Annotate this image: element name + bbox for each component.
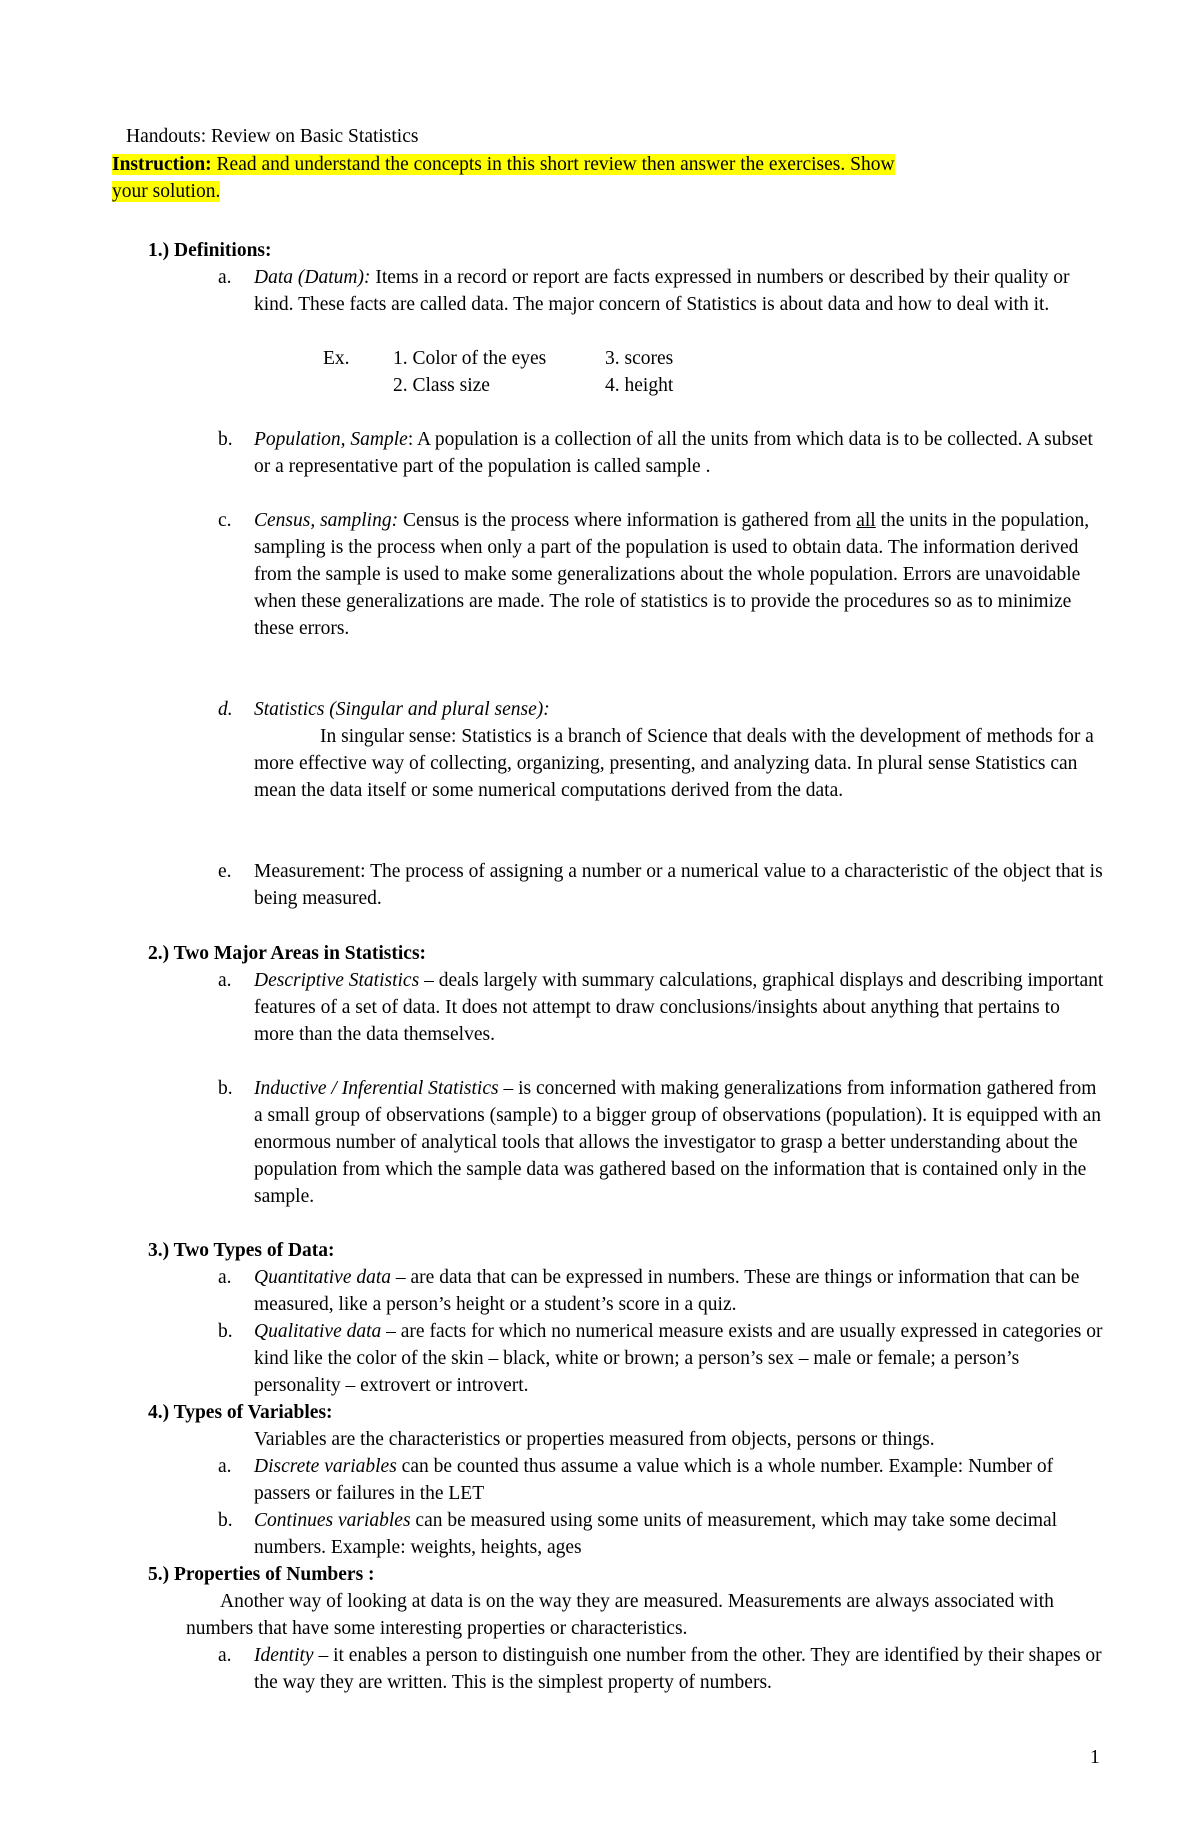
definition-statistics: In singular sense: Statistics is a branch of Science that deals with the development of methods for a more effective way of collecting, organizing, presenting, and analyzing data. In plural sense Statistics can mean the data itself or some numerical computations derived from the data. [254, 726, 1094, 801]
item-label: a. [218, 970, 232, 991]
item-label: a. [218, 1267, 232, 1288]
term: Continues variables [254, 1510, 411, 1531]
item-label: a. [218, 1645, 232, 1666]
item-label: b. [218, 429, 233, 450]
data-quantitative: Quantitative data – are data that can be expressed in numbers. These are things or information that can be measured, like a person’s height or a student’s score in a quiz. [254, 1267, 1080, 1315]
properties-intro: Another way of looking at data is on the way they are measured. Measurements are always associated with numbers that have some interesting properties or characteristics. [186, 1591, 1054, 1639]
section-heading-types-of-data: 3.) Two Types of Data: [148, 1240, 335, 1261]
instruction-label: Instruction: [112, 154, 212, 175]
term: Inductive / Inferential Statistics [254, 1078, 499, 1099]
instruction-line-1 [112, 151, 895, 178]
variable-discrete: Discrete variables can be counted thus assume a value which is a whole number. Example: Number of passers or failures in the LET [254, 1456, 1054, 1504]
term: Discrete variables [254, 1456, 397, 1477]
definition-census-sampling: Census, sampling: Census is the process where information is gathered from all the units in the population, sampling is the process when only a part of the population is used to obtain data. The information derived from the sample is used to make some generalizations about the whole population. Errors are unavoidable when these generalizations are made. The role of statistics is to provide the procedures so as to minimize these errors. [254, 510, 1090, 639]
term: Population, Sample [254, 429, 408, 450]
instruction-line-2: your solution. [112, 181, 221, 202]
term: Data (Datum): [254, 267, 371, 288]
definition-measurement: Measurement: The process of assigning a number or a numerical value to a characteristic of the object that is being measured. [254, 861, 1103, 909]
term: Qualitative data [254, 1321, 382, 1342]
variables-intro: Variables are the characteristics or properties measured from objects, persons or things. [254, 1429, 935, 1450]
area-inferential: Inductive / Inferential Statistics – is concerned with making generalizations from information gathered from a small group of observations (sample) to a bigger group of observations (population). It is equipped with an enormous number of analytical tools that allows the investigator to grasp a better understanding about the population from which the sample data was gathered based on the information that is contained only in the sample. [254, 1078, 1101, 1207]
item-label: a. [218, 1456, 232, 1477]
example-item: 4. height [605, 375, 674, 396]
term: Descriptive Statistics [254, 970, 420, 991]
term: Identity [254, 1645, 314, 1666]
page-number: 1 [1090, 1747, 1100, 1768]
definition-statistics-term [254, 696, 1104, 723]
section-heading-properties: 5.) Properties of Numbers : [148, 1564, 375, 1585]
example-item: 2. Class size [393, 375, 490, 396]
section-heading-major-areas: 2.) Two Major Areas in Statistics: [148, 943, 427, 964]
term: Statistics (Singular and plural sense): [254, 699, 550, 720]
definition-data: Data (Datum): Items in a record or report are facts expressed in numbers or described by their quality or kind. These facts are called data. The major concern of Statistics is about data and how to deal with it. [254, 267, 1070, 315]
page-title: Handouts: Review on Basic Statistics [126, 126, 419, 147]
variable-continuous: Continues variables can be measured using some units of measurement, which may take some decimal numbers. Example: weights, heights, ages [254, 1510, 1058, 1558]
section-heading-definitions: 1.) Definitions: [148, 240, 272, 261]
item-label: e. [218, 861, 232, 882]
term: Census, sampling: [254, 510, 399, 531]
item-label: c. [218, 510, 232, 531]
example-item: 3. scores [605, 348, 674, 369]
item-label: a. [218, 267, 232, 288]
instruction-text: Read and understand the concepts in this short review then answer the exercises. Show [211, 154, 895, 175]
item-label: b. [218, 1078, 233, 1099]
example-label: Ex. [323, 348, 350, 369]
example-item: 1. Color of the eyes [393, 348, 547, 369]
area-descriptive: Descriptive Statistics – deals largely with summary calculations, graphical displays and describing important features of a set of data. It does not attempt to draw conclusions/insights about anything that pertains to more than the data themselves. [254, 970, 1104, 1045]
term: Quantitative data [254, 1267, 392, 1288]
property-identity: Identity – it enables a person to distinguish one number from the other. They are identified by their shapes or the way they are written. This is the simplest property of numbers. [254, 1645, 1102, 1693]
data-qualitative: Qualitative data – are facts for which no numerical measure exists and are usually expressed in categories or kind like the color of the skin – black, white or brown; a person’s sex – male or female; a person’s personality – extrovert or introvert. [254, 1321, 1103, 1396]
definition-population-sample: Population, Sample: A population is a collection of all the units from which data is to be collected. A subset or a representative part of the population is called sample . [254, 429, 1093, 477]
item-label: d. [218, 699, 233, 720]
section-heading-variables: 4.) Types of Variables: [148, 1402, 333, 1423]
item-label: b. [218, 1321, 233, 1342]
item-label: b. [218, 1510, 233, 1531]
